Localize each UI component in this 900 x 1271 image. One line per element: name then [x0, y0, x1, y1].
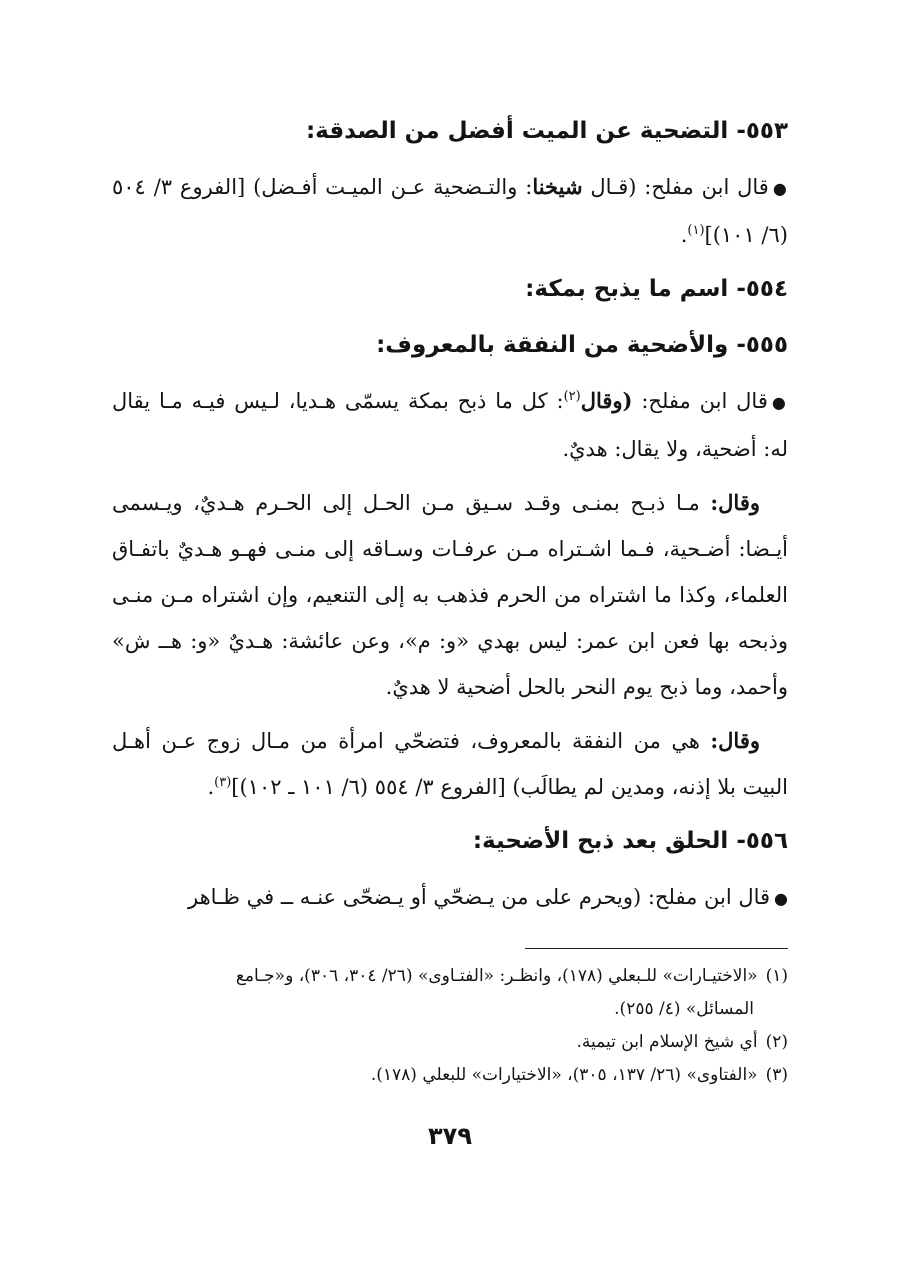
footnotes — [112, 960, 788, 1092]
text-run: مـا ذبـح بمنـى وقـد سـيق مـن الحـل إلى الحـرم هـديٌ، ويـسمى أيـضا: أضـحية، فـما اشـتراه مـن عرفـات وسـاقه إلى منـى فهـو هـديٌ باتفـاق العلماء، وكذا ما اشتراه من الحرم فذهب به إلى التنعيم، وإن اشتراه مـن منـى وذبحه بها فعن ابن عمر: ليس بهدي «و: م»، وعن عائشة: هـديٌ «و: هــ ش» وأحمد، وما ذبح يوم النحر بالحل أضحية لا هديٌ. — [112, 491, 788, 699]
footnote-number: (٢) — [765, 1032, 788, 1052]
page-body — [112, 108, 788, 930]
heading-553: ٥٥٣- التضحية عن الميت أفضل من الصدقة: — [305, 118, 788, 144]
page-number: ٣٧٩ — [428, 1122, 472, 1150]
paragraph-555-3 — [112, 718, 788, 810]
paragraph-556-1 — [112, 874, 788, 922]
paragraph-555-2 — [112, 480, 788, 710]
footnote-3 — [112, 1059, 788, 1092]
footnote-ref-1[interactable]: (١) — [687, 223, 705, 238]
paragraph-555-1 — [112, 378, 788, 472]
bullet-icon: ● — [774, 889, 788, 908]
paragraph-553-1 — [112, 164, 788, 258]
footnote-ref-2[interactable]: (٢) — [563, 389, 581, 404]
footnote-text: المسائل» (٤/ ٢٥٥). — [614, 999, 754, 1019]
text-run: هي من النفقة بالمعروف، فتضحّي امرأة من مـال زوج عـن أهـل البيت بلا إذنه، ومدين لم يطالَب) [الفروع ٣/ ٥٥٤ (٦/ ١٠١ ـ ١٠٢)] — [112, 729, 788, 799]
footnote-divider — [525, 948, 788, 949]
bullet-icon: ● — [772, 179, 788, 198]
footnote-2 — [112, 1026, 788, 1059]
text-run: . — [680, 223, 688, 247]
footnote-ref-3[interactable]: (٣) — [214, 775, 232, 790]
text-run: : كل ما ذبح بمكة يسمّى هـديا، لـيس فيـه مـا يقال له: أضحية، ولا يقال: هديٌ. — [112, 389, 788, 461]
bold-run: شيخنا — [532, 174, 583, 199]
text-run: قال ابن مفلح: (قـال — [582, 175, 769, 199]
footnote-1 — [112, 960, 788, 993]
text-run: قال ابن مفلح: (ويحرم على من يـضحّي أو يـضحّى عنـه ــ في ظـاهر — [188, 885, 771, 909]
footnote-number: (١) — [765, 966, 788, 986]
bullet-icon: ● — [771, 393, 788, 412]
text-run: . — [207, 775, 215, 799]
text-run: : والتـضحية عـن الميـت أفـضل) [الفروع ٣/ ٥٠٤ (٦/ ١٠١)] — [112, 175, 788, 247]
heading-556: ٥٥٦- الحلق بعد ذبح الأضحية: — [472, 828, 788, 854]
bold-run: وقال: — [710, 728, 760, 753]
text-run: قال ابن مفلح: — [632, 389, 768, 413]
footnote-1-continuation — [112, 993, 788, 1026]
heading-555: ٥٥٥- والأضحية من النفقة بالمعروف: — [376, 332, 788, 358]
footnote-text: «الفتاوى» (٢٦/ ١٣٧، ٣٠٥)، «الاختيارات» للبعلي (١٧٨). — [370, 1065, 758, 1085]
footnote-text: «الاختيـارات» للـبعلي (١٧٨)، وانظـر: «الفتـاوى» (٢٦/ ٣٠٤، ٣٠٦)، و«جـامع — [235, 966, 758, 986]
bold-run: (وقال — [580, 388, 633, 413]
bold-run: وقال: — [710, 490, 760, 515]
heading-554: ٥٥٤- اسم ما يذبح بمكة: — [525, 276, 788, 302]
footnote-text: أي شيخ الإسلام ابن تيمية. — [576, 1032, 758, 1052]
footnote-number: (٣) — [765, 1065, 788, 1085]
